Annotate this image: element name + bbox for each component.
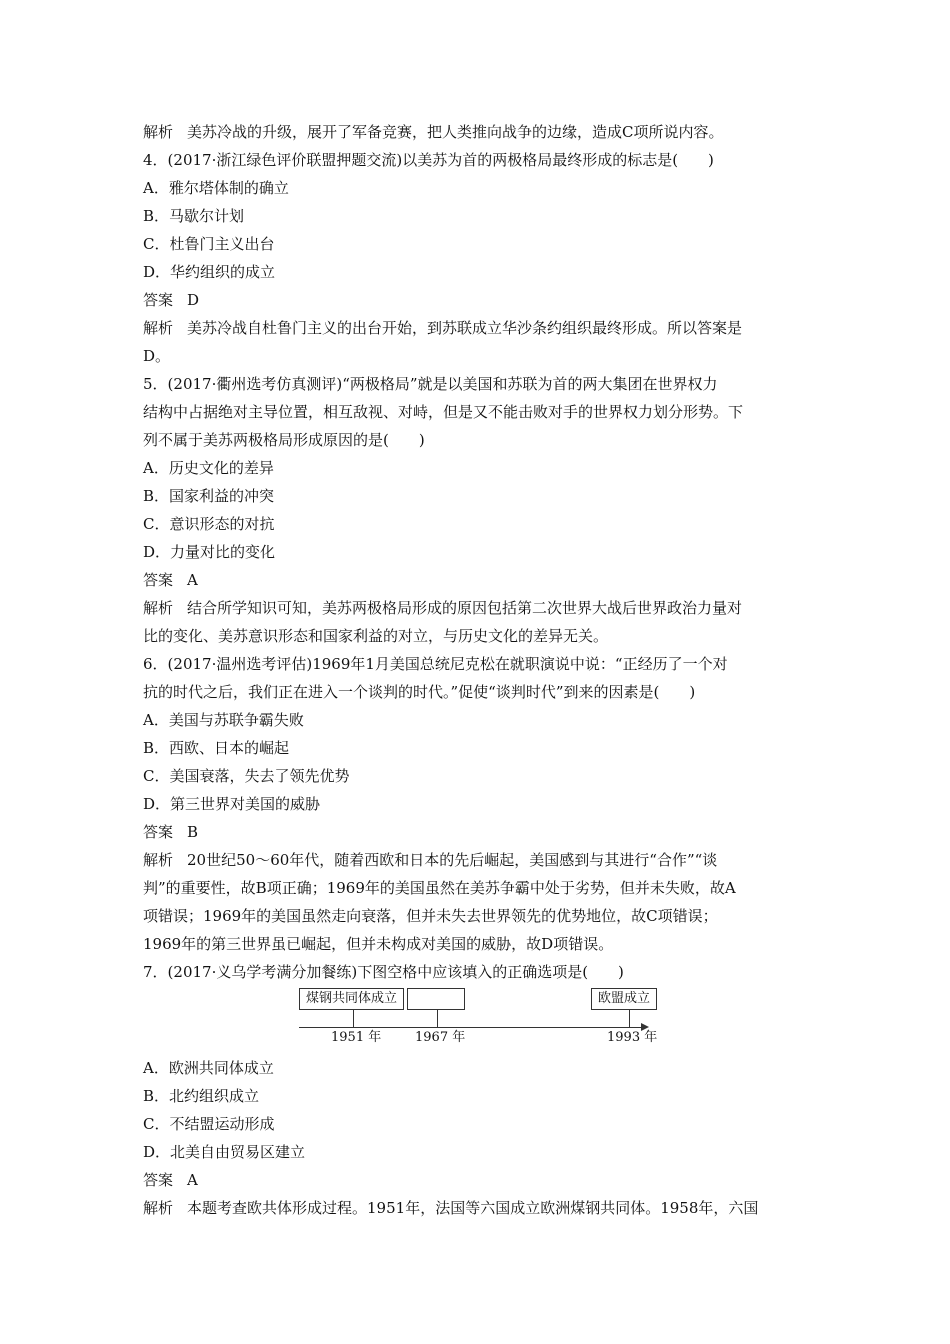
timeline-year-1951: 1951 年 <box>331 1030 382 1045</box>
analysis-label: 解析 <box>143 1199 174 1217</box>
answer-label: 答案 <box>143 291 174 309</box>
q5-stem-line2: 结构中占据绝对主导位置，相互敌视、对峙，但是又不能击败对手的世界权力划分形势。下 <box>143 403 744 421</box>
q7-analysis <box>143 1194 815 1222</box>
q7-stem: 7．(2017·义乌学考满分加餐练)下图空格中应该填入的正确选项是( ) <box>143 963 624 981</box>
q6-option-b: B．西欧、日本的崛起 <box>143 739 290 757</box>
q5-analysis <box>143 594 815 622</box>
q7-option-a: A．欧洲共同体成立 <box>143 1059 274 1077</box>
q5-option-b: B．国家利益的冲突 <box>143 487 275 505</box>
q4-analysis <box>143 314 815 342</box>
q6-analysis-cont-1: 判”的重要性，故B项正确；1969年的美国虽然在美苏争霸中处于劣势，但并未失败，故A <box>143 879 736 897</box>
timeline-tick-1967 <box>437 1010 438 1027</box>
q7-timeline-figure <box>143 988 815 1050</box>
timeline-box-blank <box>407 988 465 1010</box>
q4-option-c: C．杜鲁门主义出台 <box>143 235 275 253</box>
q7-option-c: C．不结盟运动形成 <box>143 1115 275 1133</box>
q5-answer <box>143 566 815 594</box>
answer-value: A <box>187 571 198 589</box>
analysis-label: 解析 <box>143 851 174 869</box>
q6-analysis-cont-3: 1969年的第三世界虽已崛起，但并未构成对美国的威胁，故D项错误。 <box>143 935 614 953</box>
q4-option-d: D．华约组织的成立 <box>143 263 276 281</box>
timeline-box-1951: 煤钢共同体成立 <box>299 988 404 1010</box>
analysis-label: 解析 <box>143 123 174 141</box>
timeline-axis <box>299 1027 644 1028</box>
analysis-text: 美苏冷战自杜鲁门主义的出台开始，到苏联成立华沙条约组织最终形成。所以答案是 <box>187 319 743 337</box>
q6-option-d: D．第三世界对美国的威胁 <box>143 795 321 813</box>
q5-option-a: A．历史文化的差异 <box>143 459 274 477</box>
answer-label: 答案 <box>143 571 174 589</box>
analysis-label: 解析 <box>143 319 174 337</box>
q4-option-a: A．雅尔塔体制的确立 <box>143 179 289 197</box>
q6-analysis <box>143 846 815 874</box>
analysis-label: 解析 <box>143 599 174 617</box>
answer-value: B <box>187 823 199 841</box>
analysis-text: 结合所学知识可知，美苏两极格局形成的原因包括第二次世界大战后世界政治力量对 <box>187 599 743 617</box>
q6-option-c: C．美国衰落，失去了领先优势 <box>143 767 350 785</box>
q4-analysis-cont: D。 <box>143 347 171 365</box>
analysis-text: 美苏冷战的升级，展开了军备竞赛，把人类推向战争的边缘，造成C项所说内容。 <box>187 123 724 141</box>
q5-option-d: D．力量对比的变化 <box>143 543 276 561</box>
timeline-year-1967: 1967 年 <box>415 1030 466 1045</box>
answer-value: D <box>187 291 200 309</box>
q5-option-c: C．意识形态的对抗 <box>143 515 275 533</box>
q4-option-b: B．马歇尔计划 <box>143 207 245 225</box>
q6-analysis-cont-2: 项错误；1969年的美国虽然走向衰落，但并未失去世界领先的优势地位，故C项错误； <box>143 907 718 925</box>
analysis-text: 本题考查欧共体形成过程。1951年，法国等六国成立欧洲煤钢共同体。1958年，六国 <box>187 1199 759 1217</box>
timeline-box-1993: 欧盟成立 <box>591 988 657 1010</box>
q7-option-d: D．北美自由贸易区建立 <box>143 1143 306 1161</box>
answer-label: 答案 <box>143 1171 174 1189</box>
analysis-text: 20世纪50～60年代，随着西欧和日本的先后崛起，美国感到与其进行“合作”“谈 <box>187 851 718 869</box>
q4-answer <box>143 286 815 314</box>
q5-stem-line3: 列不属于美苏两极格局形成原因的是( ) <box>143 431 425 449</box>
q5-analysis-cont: 比的变化、美苏意识形态和国家利益的对立，与历史文化的差异无关。 <box>143 627 609 645</box>
q6-stem-line1: 6．(2017·温州选考评估)1969年1月美国总统尼克松在就职演说中说：“正经历了一个对 <box>143 655 728 673</box>
answer-value: A <box>187 1171 198 1189</box>
q5-stem-line1: 5．(2017·衢州选考仿真测评)“两极格局”就是以美国和苏联为首的两大集团在世界权力 <box>143 375 718 393</box>
q7-answer <box>143 1166 815 1194</box>
timeline-tick-1993 <box>629 1010 630 1027</box>
document-page <box>143 118 815 1222</box>
q4-stem: 4．(2017·浙江绿色评价联盟押题交流)以美苏为首的两极格局最终形成的标志是( ) <box>143 151 714 169</box>
q6-option-a: A．美国与苏联争霸失败 <box>143 711 304 729</box>
timeline-year-1993: 1993 年 <box>607 1030 658 1045</box>
q3-analysis <box>143 118 815 146</box>
q6-answer <box>143 818 815 846</box>
q7-option-b: B．北约组织成立 <box>143 1087 260 1105</box>
timeline-tick-1951 <box>353 1010 354 1027</box>
answer-label: 答案 <box>143 823 174 841</box>
q6-stem-line2: 抗的时代之后，我们正在进入一个谈判的时代。”促使“谈判时代”到来的因素是( ) <box>143 683 696 701</box>
